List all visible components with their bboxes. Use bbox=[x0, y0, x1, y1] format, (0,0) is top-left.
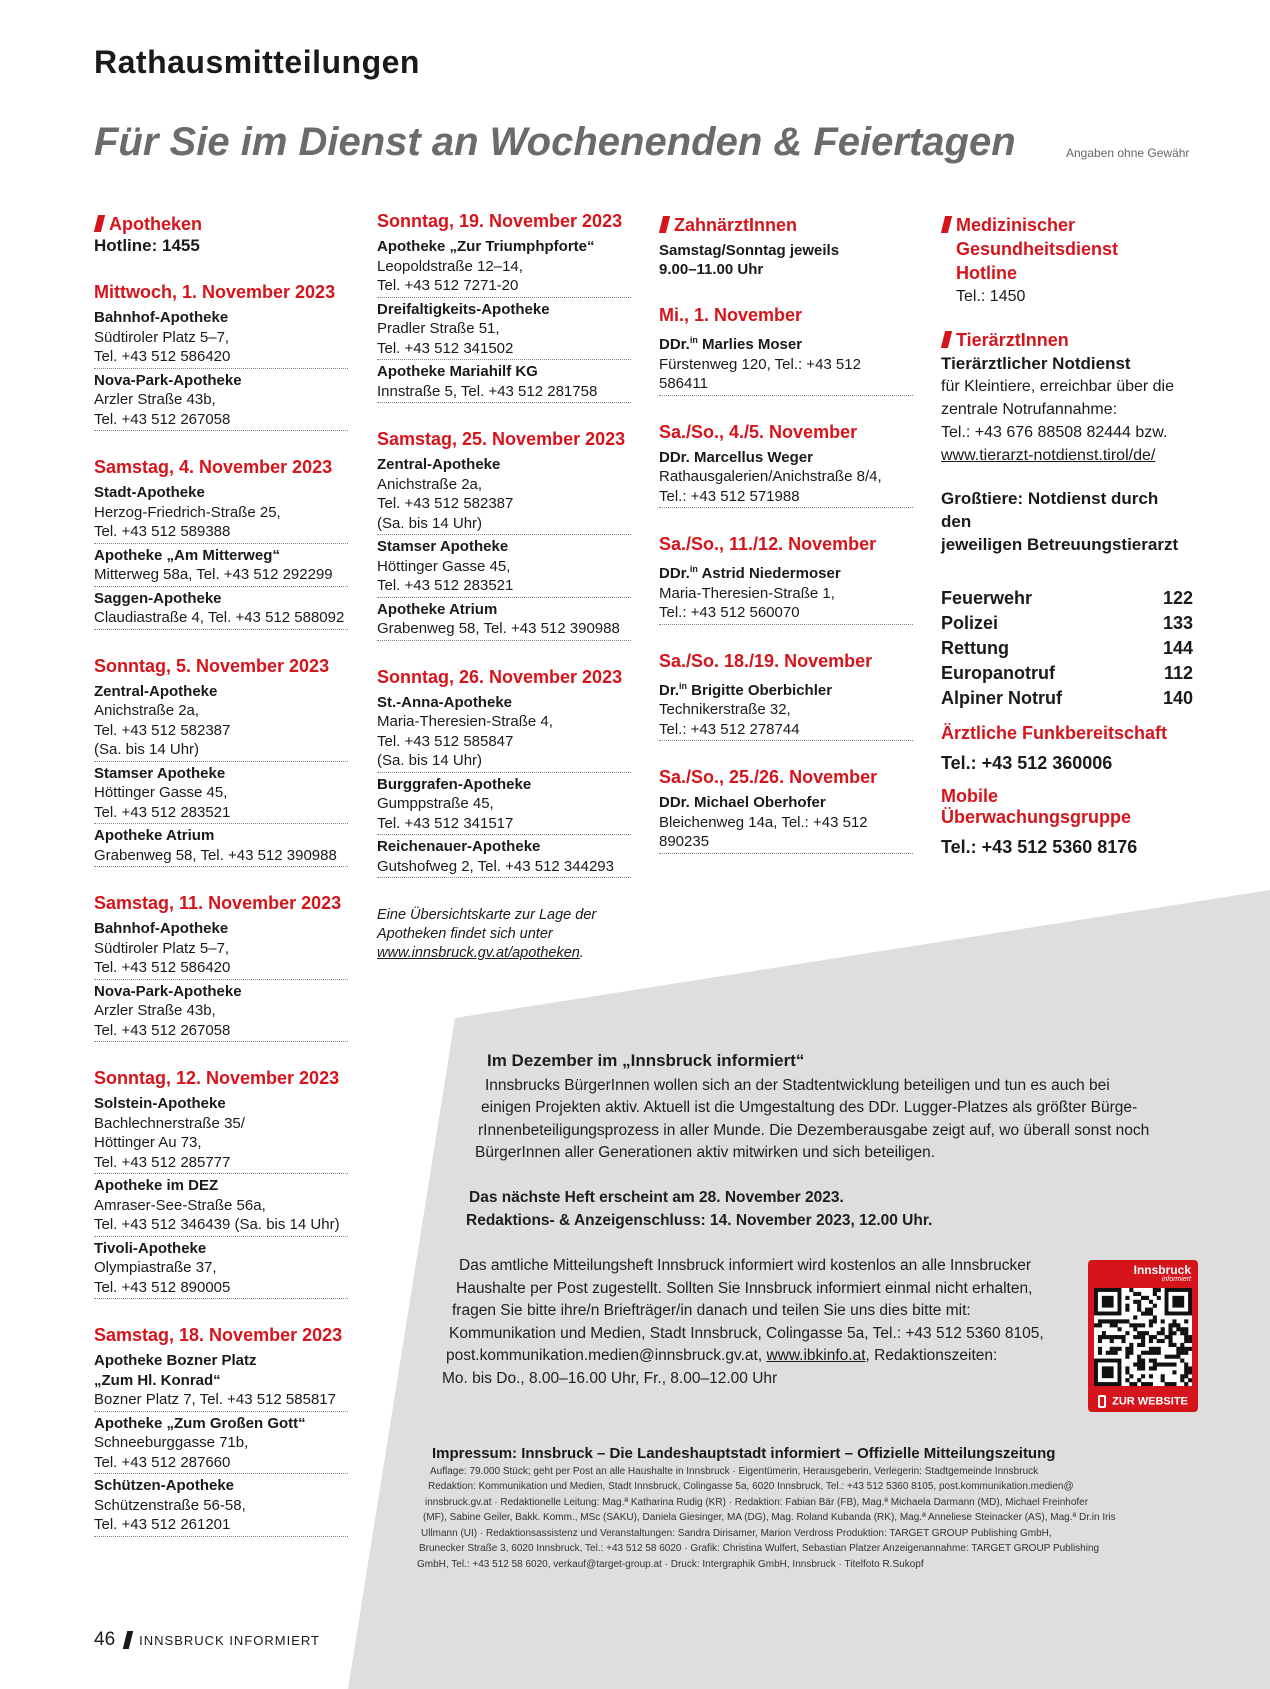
impressum-line: Brunecker Straße 3, 6020 Innsbruck, Tel.: +43 512 58 6020 · Grafik: Christina Wulfert, Sebastian Platzer Anzeigenannahme: TARGET GROUP Publishing bbox=[419, 1543, 1100, 1554]
pharmacy-entry: Nova-Park-Apotheke Arzler Straße 43b, Tel. +43 512 267058 bbox=[94, 982, 348, 1043]
date-heading: Sonntag, 19. November 2023 bbox=[377, 211, 623, 231]
pharmacy-entry: Dreifaltigkeits-Apotheke Pradler Straße 51, Tel. +43 512 341502 bbox=[377, 300, 631, 361]
dentist-entry: DDr. Michael Oberhofer Bleichenweg 14a, Tel.: +43 512 890235 bbox=[659, 793, 913, 854]
large-animal-line: Großtiere: Notdienst durch den bbox=[941, 489, 1159, 531]
emergency-row: Polizei 133 bbox=[941, 613, 1193, 633]
delivery-info-line: fragen Sie bitte ihre/n Briefträger/in danach und teilen Sie uns dies bitte mit: bbox=[452, 1302, 971, 1319]
date-heading: Mi., 1. November bbox=[659, 305, 803, 325]
pharmacy-entry: Stadt-Apotheke Herzog-Friedrich-Straße 25, Tel. +43 512 589388 bbox=[94, 483, 348, 544]
december-preview-line: einigen Projekten aktiv. Aktuell ist die Umgestaltung des DDr. Lugger-Platzes als größter Bürge- bbox=[481, 1099, 1138, 1116]
pharmacy-entry: Saggen-Apotheke Claudiastraße 4, Tel. +43 512 588092 bbox=[94, 589, 348, 630]
impressum-line: GmbH, Tel.: +43 512 58 6020, verkauf@target-group.at · Druck: Intergraphik GmbH, Innsbruck · Titelfoto R.Sukopf bbox=[417, 1558, 924, 1570]
pharmacy-entry: Apotheke Atrium Grabenweg 58, Tel. +43 512 390988 bbox=[94, 826, 348, 867]
dentist-entry: DDr. Marcellus Weger Rathausgalerien/Anichstraße 8/4, Tel.: +43 512 571988 bbox=[659, 448, 913, 509]
page-footer bbox=[94, 1629, 320, 1651]
impressum-line: Redaktion: Kommunikation und Medien, Stadt Innsbruck, Colingasse 5a, 6020 Innsbruck, Tel.: +43 512 5360 8105, post.kommunikation.medien@ bbox=[428, 1481, 1074, 1492]
mobile-group-title: Mobile Überwachungsgruppe bbox=[941, 786, 1132, 827]
page-headline: Für Sie im Dienst an Wochenenden & Feiertagen bbox=[94, 120, 1016, 164]
pharmacy-entry: Apotheke „Am Mitterweg“ Mitterweg 58a, Tel. +43 512 292299 bbox=[94, 546, 348, 587]
date-heading: Sonntag, 12. November 2023 bbox=[94, 1068, 340, 1088]
pharmacy-entry: Burggrafen-Apotheke Gumppstraße 45, Tel. +43 512 341517 bbox=[377, 775, 631, 836]
category-marker-icon bbox=[941, 216, 952, 233]
delivery-info-line: Mo. bis Do., 8.00–16.00 Uhr, Fr., 8.00–12.00 Uhr bbox=[442, 1370, 778, 1387]
december-preview-title: Im Dezember im „Innsbruck informiert“ bbox=[487, 1051, 805, 1070]
date-heading: Sa./So. 18./19. November bbox=[659, 650, 873, 671]
vet-line: zentrale Notrufannahme: bbox=[941, 401, 1118, 418]
date-heading: Sa./So., 4./5. November bbox=[659, 421, 858, 442]
pharmacy-map-link[interactable]: www.innsbruck.gv.at/apotheken bbox=[377, 945, 580, 961]
emergency-row: Europanotruf 112 bbox=[941, 663, 1193, 683]
pharmacy-map-note: Eine Übersichtskarte zur Lage der Apotheken findet sich unter www.innsbruck.gv.at/apotheken. bbox=[377, 907, 597, 961]
delivery-info-line: post.kommunikation.medien@innsbruck.gv.at, www.ibkinfo.at, Redaktionszeiten: bbox=[446, 1347, 998, 1364]
qr-brand: Innsbruck informiert bbox=[1133, 1263, 1191, 1283]
category-gesundheitsdienst: Medizinischer Gesundheitsdienst Hotline bbox=[941, 213, 1193, 285]
impressum-title: Impressum: Innsbruck – Die Landeshauptstadt informiert – Offizielle Mitteilungszeitung bbox=[432, 1445, 1056, 1462]
pharmacy-entry: Stamser Apotheke Höttinger Gasse 45, Tel. +43 512 283521 bbox=[94, 764, 348, 825]
dentist-entry: DDr.$^{in}$ Astrid Niedermoser Maria-Theresien-Straße 1, Tel.: +43 512 560070 bbox=[659, 560, 913, 625]
date-heading: Samstag, 25. November 2023 bbox=[377, 429, 626, 449]
pharmacy-entry: Reichenauer-Apotheke Gutshofweg 2, Tel. +43 512 344293 bbox=[377, 837, 631, 878]
pharmacy-entry: Apotheke im DEZ Amraser-See-Straße 56a, Tel. +43 512 346439 (Sa. bis 14 Uhr) bbox=[94, 1176, 348, 1237]
pharmacy-entry: Bahnhof-Apotheke Südtiroler Platz 5–7, Tel. +43 512 586420 bbox=[94, 308, 348, 369]
december-preview-line: Innsbrucks BürgerInnen wollen sich an der Stadtentwicklung beteiligen und tun es auch bei bbox=[485, 1077, 1110, 1094]
december-preview-line: rInnenbeteiligungsprozess in aller Munde. Die Dezemberausgabe zeigt auf, wo überall sonst noch bbox=[478, 1122, 1150, 1139]
category-apotheken: Apotheken bbox=[94, 212, 348, 236]
impressum-line: Auflage: 79.000 Stück; geht per Post an alle Haushalte in Innsbruck · Eigentümerin, Herausgeberin, Verlegerin: Stadtgemeinde Innsbruck bbox=[430, 1465, 1039, 1477]
footer-marker-icon bbox=[123, 1631, 133, 1649]
pharmacy-entry: Apotheke Bozner Platz „Zum Hl. Konrad“ Bozner Platz 7, Tel. +43 512 585817 bbox=[94, 1351, 348, 1412]
pharmacy-entry: Bahnhof-Apotheke Südtiroler Platz 5–7, Tel. +43 512 586420 bbox=[94, 919, 348, 980]
ibkinfo-link[interactable]: www.ibkinfo.at bbox=[766, 1347, 866, 1364]
pharmacy-hotline: Hotline: 1455 bbox=[94, 236, 200, 255]
impressum-line: Ullmann (UI) · Redaktionsassistenz und Veranstaltungen: Sandra Dirisamer, Marion Verdross Produktion: TARGET GROUP Publishing GmbH, bbox=[421, 1527, 1052, 1539]
category-marker-icon bbox=[94, 215, 105, 232]
dentist-column bbox=[659, 213, 913, 856]
pharmacy-entry: Zentral-Apotheke Anichstraße 2a, Tel. +43 512 582387 (Sa. bis 14 Uhr) bbox=[377, 455, 631, 535]
vet-website-link[interactable]: www.tierarzt-notdienst.tirol/de/ bbox=[941, 447, 1156, 464]
december-preview-line: BürgerInnen aller Generationen aktiv mitwirken und sich beteiligen. bbox=[475, 1144, 936, 1161]
pharmacy-entry: St.-Anna-Apotheke Maria-Theresien-Straße 4, Tel. +43 512 585847 (Sa. bis 14 Uhr) bbox=[377, 693, 631, 773]
pharmacy-entry: Schützen-Apotheke Schützenstraße 56-58, Tel. +43 512 261201 bbox=[94, 1476, 348, 1537]
services-column bbox=[941, 213, 1193, 858]
pharmacy-entry: Apotheke „Zum Großen Gott“ Schneeburggasse 71b, Tel. +43 512 287660 bbox=[94, 1414, 348, 1475]
pharmacy-entry: Zentral-Apotheke Anichstraße 2a, Tel. +43 512 582387 (Sa. bis 14 Uhr) bbox=[94, 682, 348, 762]
emergency-row: Alpiner Notruf 140 bbox=[941, 688, 1193, 708]
publication-name: INNSBRUCK INFORMIERT bbox=[139, 1632, 320, 1648]
pharmacy-entry: Apotheke Mariahilf KG Innstraße 5, Tel. +43 512 281758 bbox=[377, 362, 631, 403]
pharmacy-entry: Solstein-Apotheke Bachlechnerstraße 35/ Höttinger Au 73, Tel. +43 512 285777 bbox=[94, 1094, 348, 1174]
funkbereitschaft-title: Ärztliche Funkbereitschaft bbox=[941, 723, 1168, 743]
dentist-entry: DDr.$^{in}$ Marlies Moser Fürstenweg 120, Tel.: +43 512 586411 bbox=[659, 331, 913, 396]
pharmacy-entry: Stamser Apotheke Höttinger Gasse 45, Tel. +43 512 283521 bbox=[377, 537, 631, 598]
category-zahnaerzte: ZahnärztInnen bbox=[659, 213, 913, 237]
qr-cta: ZUR WEBSITE bbox=[1088, 1395, 1198, 1408]
large-animal-line: jeweiligen Betreuungstierarzt bbox=[941, 535, 1179, 554]
emergency-row: Feuerwehr 122 bbox=[941, 588, 1193, 608]
vet-title: Tierärztlicher Notdienst bbox=[941, 354, 1131, 373]
date-heading: Sonntag, 26. November 2023 bbox=[377, 666, 623, 687]
vet-line: für Kleintiere, erreichbar über die bbox=[941, 378, 1175, 395]
category-tieraerzte: TierärztInnen bbox=[941, 328, 1193, 352]
disclaimer: Angaben ohne Gewähr bbox=[1066, 146, 1190, 160]
pharmacy-column-2 bbox=[377, 211, 631, 963]
date-heading: Sa./So., 25./26. November bbox=[659, 767, 878, 787]
pharmacy-entry: Apotheke „Zur Triumphpforte“ Leopoldstraße 12–14, Tel. +43 512 7271-20 bbox=[377, 237, 631, 298]
date-heading: Sa./So., 11./12. November bbox=[659, 534, 877, 554]
delivery-info-line: Kommunikation und Medien, Stadt Innsbruck, Colingasse 5a, Tel.: +43 512 5360 8105, bbox=[449, 1325, 1044, 1342]
emergency-row: Rettung 144 bbox=[941, 638, 1193, 658]
dentist-entry: Dr.$^{in}$ Brigitte Oberbichler Technikerstraße 32, Tel.: +43 512 278744 bbox=[659, 677, 913, 742]
date-heading: Samstag, 11. November 2023 bbox=[94, 893, 342, 913]
pharmacy-entry: Nova-Park-Apotheke Arzler Straße 43b, Tel. +43 512 267058 bbox=[94, 371, 348, 432]
mobile-group-phone: Tel.: +43 512 5360 8176 bbox=[941, 837, 1138, 857]
impressum-line: innsbruck.gv.at · Redaktionelle Leitung: Mag.ª Katharina Rudig (KR) · Redaktion: Fabian Bär (FB), Mag.ª Michaela Darmann (MD), Michael Freinhofer bbox=[425, 1496, 1089, 1508]
impressum bbox=[418, 1446, 1158, 1572]
delivery-info-line: Das amtliche Mitteilungsheft Innsbruck informiert wird kostenlos an alle Innsbrucker bbox=[459, 1257, 1032, 1274]
emergency-numbers bbox=[941, 586, 1193, 711]
vet-line: Tel.: +43 676 88508 82444 bzw. bbox=[941, 424, 1168, 441]
deadline: Redaktions- & Anzeigenschluss: 14. November 2023, 12.00 Uhr. bbox=[466, 1212, 933, 1229]
phone-icon bbox=[1098, 1395, 1106, 1408]
section-label: Rathausmitteilungen bbox=[94, 44, 420, 80]
next-issue-date: Das nächste Heft erscheint am 28. November 2023. bbox=[469, 1189, 844, 1206]
dentist-hours: Samstag/Sonntag jeweils 9.00–11.00 Uhr bbox=[659, 242, 840, 278]
date-heading: Samstag, 18. November 2023 bbox=[94, 1325, 343, 1345]
page-number: 46 bbox=[94, 1629, 116, 1650]
category-marker-icon bbox=[941, 331, 952, 348]
health-hotline-phone: Tel.: 1450 bbox=[956, 288, 1026, 305]
category-marker-icon bbox=[659, 216, 670, 233]
qr-code-icon bbox=[1094, 1288, 1192, 1386]
date-heading: Samstag, 4. November 2023 bbox=[94, 457, 333, 477]
date-heading: Sonntag, 5. November 2023 bbox=[94, 655, 330, 676]
pharmacy-entry: Apotheke Atrium Grabenweg 58, Tel. +43 512 390988 bbox=[377, 600, 631, 641]
impressum-line: (MF), Sabine Geiler, Bakk. Komm., MSc (SAKU), Daniela Giesinger, MA (DG), Mag. Roland Kubanda (RK), Mag.ª Anneliese Steinacker (AS), Mag.ª Dr.in Iris bbox=[423, 1512, 1116, 1523]
funkbereitschaft-phone: Tel.: +43 512 360006 bbox=[941, 753, 1113, 773]
pharmacy-column-1 bbox=[94, 212, 348, 1539]
date-heading: Mittwoch, 1. November 2023 bbox=[94, 282, 336, 302]
qr-code-website[interactable] bbox=[1088, 1260, 1198, 1412]
pharmacy-entry: Tivoli-Apotheke Olympiastraße 37, Tel. +43 512 890005 bbox=[94, 1239, 348, 1300]
delivery-info-line: Haushalte per Post zugestellt. Sollten Sie Innsbruck informiert einmal nicht erhalten, bbox=[456, 1280, 1033, 1297]
